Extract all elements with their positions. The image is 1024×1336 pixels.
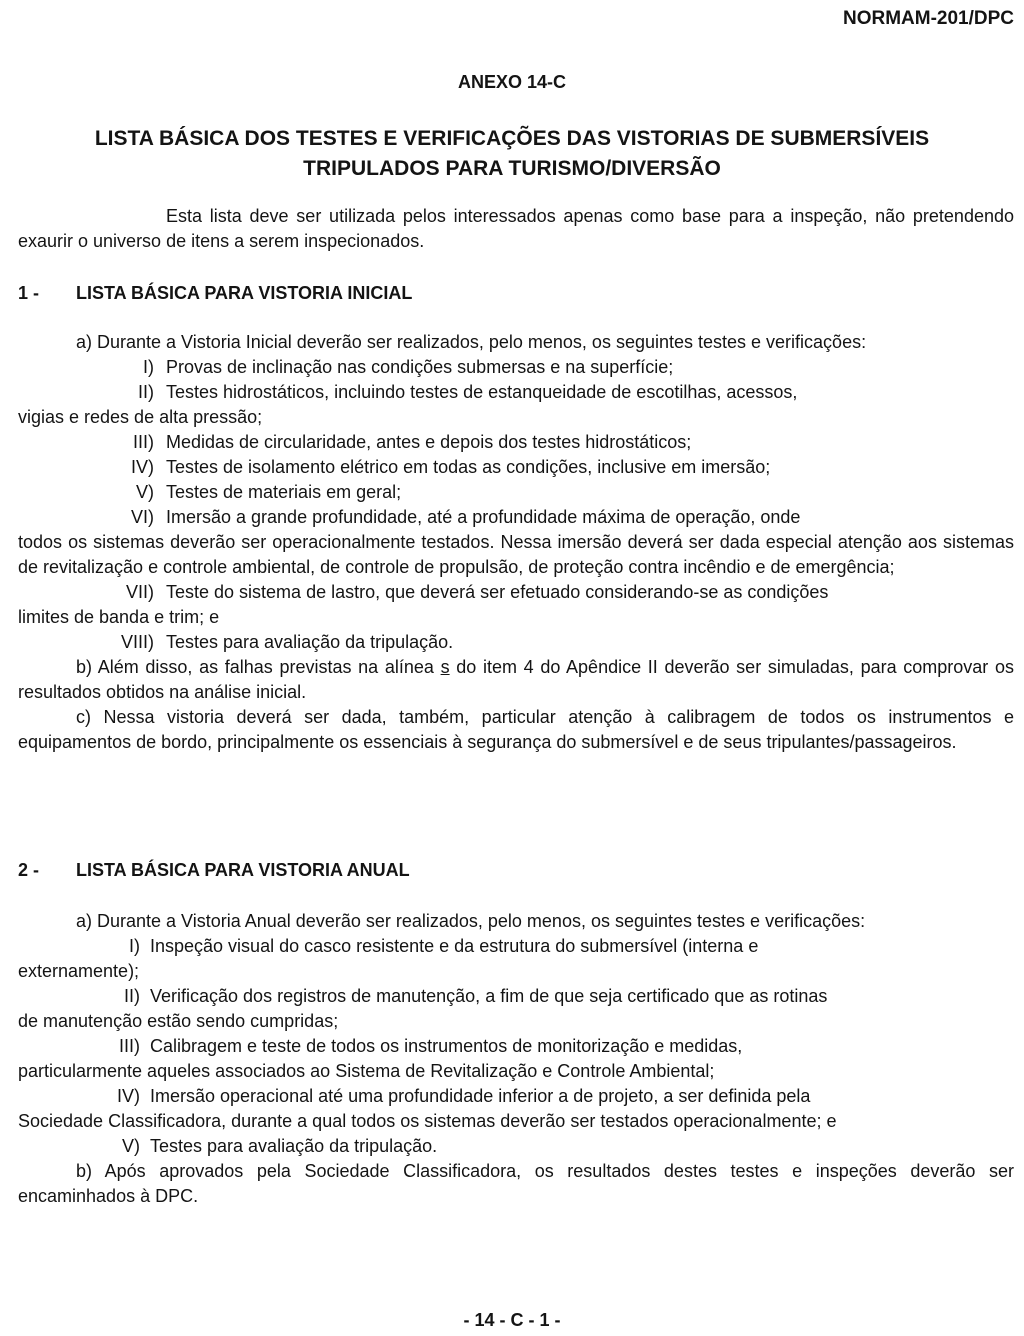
list-item: IV) Testes de isolamento elétrico em todas as condições, inclusive em imersão; [130,457,771,477]
list-item: VII) Teste do sistema de lastro, que deverá ser efetuado considerando-se as condições [125,582,829,602]
paragraph-b: b) Após aprovados pela Sociedade Classificadora, os resultados destes testes e inspeções deverão ser encaminhados à DPC. [18,1161,1014,1206]
section-1-heading [18,281,1014,306]
list-item: I) Provas de inclinação nas condições submersas e na superfície; [143,357,674,377]
list-item-continuation: Sociedade Classificadora, durante a qual todos os sistemas deverão ser testados operacionalmente; e [18,1111,837,1131]
title-line-2: TRIPULADOS PARA TURISMO/DIVERSÃO [303,157,721,180]
list-item-continuation: de manutenção estão sendo cumpridas; [18,1011,339,1031]
section-2-content [18,909,1014,1209]
list-item-continuation: externamente); [18,961,140,981]
annex-label: ANEXO 14-C [457,72,567,92]
paragraph-c: c) Nessa vistoria deverá ser dada, também, particular atenção à calibragem de todos os instrumentos e equipamentos de bordo, principalmente os essenciais à segurança do submersível e de seus tripulantes/passageiros. [18,707,1014,752]
list-item: III) Medidas de circularidade, antes e depois dos testes hidrostáticos; [133,432,692,452]
section-title: LISTA BÁSICA PARA VISTORIA ANUAL [76,860,410,880]
intro-block [18,204,1014,254]
list-item: IV) Imersão operacional até uma profundidade inferior a de projeto, a ser definida pela [116,1086,811,1106]
list-item: V) Testes para avaliação da tripulação. [122,1136,438,1156]
document-code: NORMAM-201/DPC [842,8,1014,29]
intro-paragraph: Esta lista deve ser utilizada pelos interessados apenas como base para a inspeção, não pretendendo exaurir o universo de itens a serem inspecionados. [18,206,1014,251]
list-item-continuation: limites de banda e trim; e [18,607,220,627]
list-item: II) Testes hidrostáticos, incluindo testes de estanqueidade de escotilhas, acessos, [138,382,798,402]
section-2-heading [18,858,1014,883]
section-number: 2 - [18,860,40,880]
item-list [18,934,1014,1159]
paragraph-a: a) Durante a Vistoria Inicial deverão ser realizados, pelo menos, os seguintes testes e verificações: [76,332,867,352]
list-item: I) Inspeção visual do casco resistente e da estrutura do submersível (interna e [129,936,759,956]
list-item-continuation: particularmente aqueles associados ao Sistema de Revitalização e Controle Ambiental; [18,1061,715,1081]
section-title: LISTA BÁSICA PARA VISTORIA INICIAL [76,283,413,303]
list-item: II) Verificação dos registros de manutenção, a fim de que seja certificado que as rotinas [124,986,828,1006]
title-line-1: LISTA BÁSICA DOS TESTES E VERIFICAÇÕES DAS VISTORIAS DE SUBMERSÍVEIS [94,127,930,150]
list-item: VI) Imersão a grande profundidade, até a profundidade máxima de operação, onde [130,507,801,527]
item-list [18,355,1014,655]
document-title [20,124,1004,184]
list-item-continuation: vigias e redes de alta pressão; [18,407,263,427]
paragraph-a: a) Durante a Vistoria Anual deverão ser realizados, pelo menos, os seguintes testes e verificações: [76,911,866,931]
list-item-continuation: todos os sistemas deverão ser operacionalmente testados. Nessa imersão deverá ser dada especial atenção aos sistemas de revitalização e controle ambiental, de controle de propulsão, de proteção contra incêndio e de emergência; [18,532,1014,577]
list-item: III) Calibragem e teste de todos os instrumentos de monitorização e medidas, [119,1036,743,1056]
section-1-content [18,330,1014,755]
section-number: 1 - [18,283,40,303]
list-item: V) Testes de materiais em geral; [136,482,402,502]
page-number: - 14 - C - 1 - [463,1310,561,1330]
list-item: VIII) Testes para avaliação da tripulação. [120,632,454,652]
paragraph-b: b) Além disso, as falhas previstas na alínea s do item 4 do Apêndice II deverão ser simuladas, para comprovar os resultados obtidos na análise inicial. [18,657,1014,702]
